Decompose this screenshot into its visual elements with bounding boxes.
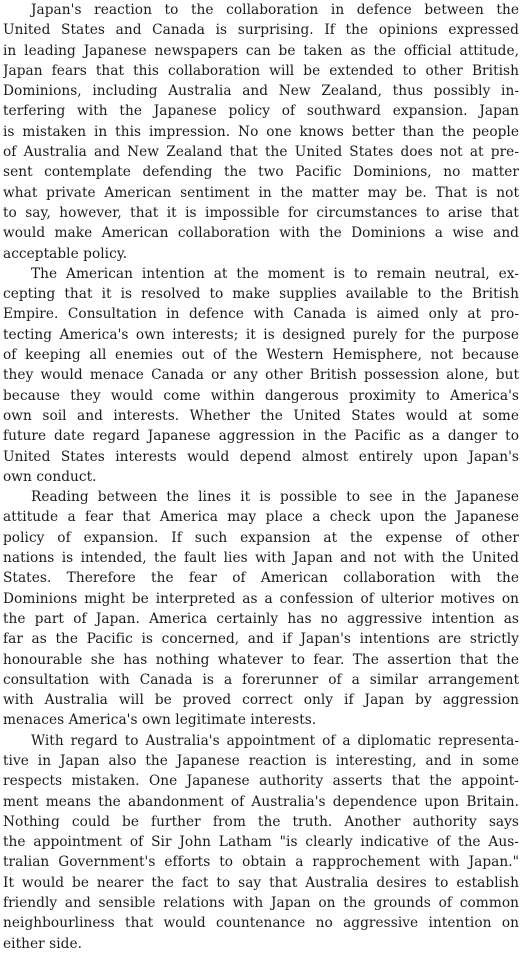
text-line: States. Therefore the fear of American collaboration with the — [3, 570, 519, 587]
paragraph-3 — [3, 487, 519, 731]
text-line: consultation with Canada is a forerunner of a similar arrangement — [3, 671, 519, 688]
text-line: It would be nearer the fact to say that Australia desires to establish — [3, 874, 519, 891]
text-line: menaces America's own legitimate interests. — [3, 712, 317, 729]
text-line: future date regard Japanese aggression in the Pacific as a danger to — [3, 428, 519, 445]
text-line: policy of expansion. If such expansion at the expense of other — [3, 529, 519, 546]
text-line: would make American collaboration with the Dominions a wise and — [3, 225, 519, 242]
text-line: is mistaken in this impression. No one knows better than the people — [3, 123, 519, 140]
text-line: the appointment of Sir John Latham "is clearly indicative of the Aus- — [3, 834, 519, 851]
text-line: neighbourliness that would countenance no aggressive intention on — [3, 915, 519, 932]
text-line: of Australia and New Zealand that the United States does not at pre- — [3, 144, 519, 161]
text-line: Japan fears that this collaboration will be extended to other British — [3, 62, 519, 79]
paragraph-1 — [3, 0, 519, 264]
text-line: tralian Government's efforts to obtain a rapprochement with Japan." — [3, 854, 519, 871]
text-line: Dominions might be interpreted as a confession of ulterior motives on — [3, 590, 519, 607]
text-line: tecting America's own interests; it is designed purely for the purpose — [3, 326, 519, 343]
text-line: friendly and sensible relations with Japan on the grounds of common — [3, 895, 519, 912]
text-line: cepting that it is resolved to make supplies available to the British — [3, 286, 519, 303]
text-line: tive in Japan also the Japanese reaction is interesting, and in some — [3, 752, 519, 769]
text-line: own conduct. — [3, 468, 97, 485]
text-line: sent contemplate defending the two Pacific Dominions, no matter — [3, 164, 519, 181]
paragraph-4 — [3, 731, 519, 954]
text-line: acceptable policy. — [3, 245, 128, 262]
text-line: nations is intended, the fault lies with Japan and not with the United — [3, 550, 519, 567]
text-line: what private American sentiment in the matter may be. That is not — [3, 184, 519, 201]
text-line: Reading between the lines it is possible to see in the Japanese — [31, 489, 519, 506]
text-line: to say, however, that it is impossible for circumstances to arise that — [3, 204, 519, 221]
text-line: in leading Japanese newspapers can be taken as the official attitude, — [3, 42, 519, 59]
text-line: far as the Pacific is concerned, and if Japan's intentions are strictly — [3, 631, 519, 648]
article-page — [3, 0, 519, 954]
text-line: either side. — [3, 935, 83, 952]
text-line: attitude a fear that America may place a check upon the Japanese — [3, 509, 519, 526]
text-line: the part of Japan. America certainly has no aggressive intention as — [3, 610, 519, 627]
text-line: honourable she has nothing whatever to fear. The assertion that the — [3, 651, 519, 668]
text-line: because they would come within dangerous proximity to America's — [3, 387, 519, 404]
text-line: United States interests would depend almost entirely upon Japan's — [3, 448, 519, 465]
paragraph-2 — [3, 264, 519, 487]
text-line: terfering with the Japanese policy of southward expansion. Japan — [3, 103, 519, 120]
text-line: The American intention at the moment is to remain neutral, ex- — [31, 265, 519, 282]
text-line: Japan's reaction to the collaboration in defence between the — [31, 2, 519, 18]
text-line: United States and Canada is surprising. If the opinions expressed — [3, 22, 519, 39]
text-line: of keeping all enemies out of the Western Hemisphere, not because — [3, 347, 519, 364]
text-line: respects mistaken. One Japanese authority asserts that the appoint- — [3, 773, 519, 790]
text-line: own soil and interests. Whether the United States would at some — [3, 407, 519, 424]
text-line: ment means the abandonment of Australia's dependence upon Britain. — [3, 793, 519, 810]
text-line: with Australia will be proved correct only if Japan by aggression — [3, 692, 519, 709]
text-line: they would menace Canada or any other British possession alone, but — [3, 367, 519, 384]
text-line: Nothing could be further from the truth. Another authority says — [3, 813, 519, 830]
text-line: Empire. Consultation in defence with Canada is aimed only at pro- — [3, 306, 519, 323]
text-line: With regard to Australia's appointment of a diplomatic representa- — [31, 732, 519, 749]
text-line: Dominions, including Australia and New Zealand, thus possibly in- — [3, 83, 519, 100]
